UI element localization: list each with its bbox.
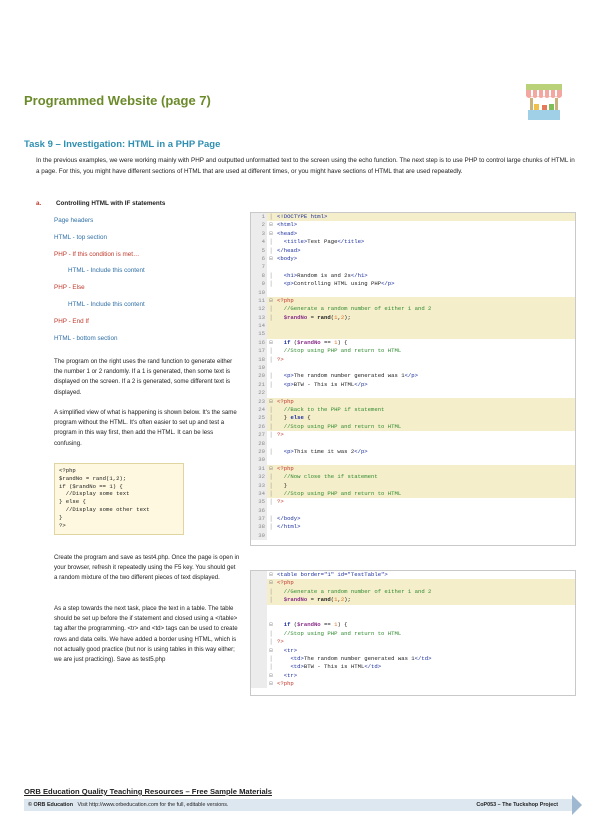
code-line (251, 431, 575, 439)
footer-left (28, 799, 228, 811)
line-number: 2 (251, 221, 267, 229)
footer-arrow-icon (572, 795, 582, 815)
fold-marker-icon (267, 532, 275, 540)
code-text: if ($randNo == 1) { (283, 338, 348, 346)
code-text: <tr> (283, 671, 298, 679)
line-number: 12 (251, 305, 267, 313)
code-text (275, 605, 575, 613)
line-number (251, 621, 267, 629)
page-title: Programmed Website (page 7) (24, 93, 211, 108)
line-number: 24 (251, 406, 267, 414)
outline-item: HTML - bottom section (54, 334, 118, 342)
code-text: </html> (277, 523, 301, 531)
line-number: 3 (251, 230, 267, 238)
line-number: 39 (251, 532, 267, 540)
fold-marker-icon: │ (269, 523, 273, 531)
code-line (251, 498, 575, 506)
code-text: <?php (277, 464, 294, 472)
fold-marker-icon: ⊟ (269, 229, 273, 237)
fold-marker-icon (267, 389, 275, 397)
outline-item: HTML - Include this content (68, 267, 145, 275)
fold-marker-icon: │ (269, 238, 273, 246)
code-line (251, 672, 575, 680)
line-number (251, 680, 267, 688)
line-number: 16 (251, 339, 267, 347)
code-text: //Stop using PHP and return to HTML (277, 422, 402, 430)
line-number: 36 (251, 507, 267, 515)
code-line (251, 230, 575, 238)
code-text: <html> (277, 221, 298, 229)
code-line (251, 571, 575, 579)
fold-marker-icon: ⊟ (269, 296, 273, 304)
code-line (251, 596, 575, 604)
fold-marker-icon: ⊟ (269, 680, 273, 688)
fold-marker-icon: │ (269, 305, 273, 313)
line-number: 21 (251, 381, 267, 389)
line-number: 33 (251, 482, 267, 490)
fold-marker-icon: │ (269, 596, 273, 604)
paragraph-test5: As a step towards the next task, place the text in a table. The table should be set up before the if statement and closed using a </table> tag after the programming. <tr> and <td> tags can be used to create rows and data cells. We have added a border using HTML, which is not actually good practice (but nor is using tables in this way either; we are just practicing). Save as test5.php (54, 605, 238, 664)
code-line (251, 414, 575, 422)
fold-marker-icon: ⊟ (269, 646, 273, 654)
line-number: 6 (251, 255, 267, 263)
code-text (275, 322, 575, 330)
outline-item: HTML - Include this content (68, 300, 145, 308)
line-number: 29 (251, 448, 267, 456)
fold-marker-icon: │ (269, 629, 273, 637)
line-number: 25 (251, 414, 267, 422)
code-line (251, 579, 575, 587)
code-text: $randNo = rand(1,2); (283, 596, 351, 604)
fold-marker-icon (267, 605, 275, 613)
code-line (251, 339, 575, 347)
line-number: 30 (251, 456, 267, 464)
code-text: ?> (277, 638, 284, 646)
code-text: <!DOCTYPE html> (277, 213, 328, 220)
code-text: <tr> (283, 646, 298, 654)
code-text: //Generate a random number of either 1 and 2 (277, 305, 432, 313)
line-number: 18 (251, 356, 267, 364)
paragraph-rand: The program on the right uses the rand function to generate either the number 1 or 2 randomly. If a 1 is generated, then some text is displayed on the screen. If a 2 is generated, some different text is displayed. (54, 358, 233, 396)
code-text: <?php (277, 397, 294, 405)
fold-marker-icon: │ (269, 498, 273, 506)
fold-marker-icon (267, 322, 275, 330)
code-line (251, 356, 575, 364)
code-text (275, 613, 575, 621)
code-text (275, 364, 575, 372)
code-line (251, 515, 575, 523)
fold-marker-icon: │ (269, 347, 273, 355)
code-line (251, 490, 575, 498)
program-outline (54, 216, 145, 350)
code-line (251, 289, 575, 297)
line-number (251, 647, 267, 655)
code-text: <head> (277, 229, 298, 237)
code-line (251, 238, 575, 246)
line-number: 32 (251, 473, 267, 481)
line-number: 14 (251, 322, 267, 330)
paragraph-simplified: A simplified view of what is happening is shown below. It's the same program without the HTML. It's often easier to set up and test a program in this way first, then add the HTML. It can be less confusing. (54, 409, 237, 447)
code-text: //Back to the PHP if statement (277, 405, 385, 413)
code-text: <p>This time it was 2</p> (283, 447, 368, 455)
outline-item: Page headers (54, 217, 94, 224)
code-line (251, 213, 575, 221)
fold-marker-icon: ⊟ (269, 671, 273, 679)
fold-marker-icon (267, 364, 275, 372)
code-editor-test5 (250, 570, 576, 696)
line-number: 4 (251, 238, 267, 246)
code-line (251, 448, 575, 456)
fold-marker-icon (267, 507, 275, 515)
fold-marker-icon: │ (269, 489, 273, 497)
fold-marker-icon: │ (269, 431, 273, 439)
fold-marker-icon: │ (269, 414, 273, 422)
fold-marker-icon: │ (269, 380, 273, 388)
line-number (251, 588, 267, 596)
code-text: } else { (277, 414, 311, 422)
line-number (251, 613, 267, 621)
code-line (251, 647, 575, 655)
code-text: //Stop using PHP and return to HTML (277, 347, 402, 355)
code-line (251, 406, 575, 414)
fold-marker-icon: │ (269, 246, 273, 254)
fold-marker-icon: │ (269, 213, 273, 220)
code-text (275, 330, 575, 338)
code-text: ?> (277, 498, 284, 506)
fold-marker-icon (267, 330, 275, 338)
line-number (251, 663, 267, 671)
line-number (251, 655, 267, 663)
footer-brand: © ORB Education (28, 802, 74, 808)
line-number: 11 (251, 297, 267, 305)
code-line (251, 440, 575, 448)
code-text: //Stop using PHP and return to HTML (277, 489, 402, 497)
fold-marker-icon: │ (269, 481, 273, 489)
outline-item: PHP - End If (54, 317, 89, 325)
fold-marker-icon (267, 440, 275, 448)
code-text: <title>Test Page</title> (283, 238, 365, 246)
code-line (251, 314, 575, 322)
fold-marker-icon (267, 456, 275, 464)
fold-marker-icon: │ (269, 654, 273, 662)
code-text (275, 440, 575, 448)
line-number: 15 (251, 330, 267, 338)
fold-marker-icon: │ (269, 515, 273, 523)
fold-marker-icon: ⊟ (269, 397, 273, 405)
fold-marker-icon: │ (269, 271, 273, 279)
fold-marker-icon: ⊟ (269, 254, 273, 262)
code-line (251, 613, 575, 621)
line-number: 9 (251, 280, 267, 288)
line-number: 20 (251, 372, 267, 380)
section-heading (36, 200, 165, 207)
code-text (275, 507, 575, 515)
code-line (251, 221, 575, 229)
fold-marker-icon: ⊟ (269, 579, 273, 587)
fold-marker-icon: │ (269, 587, 273, 595)
code-line (251, 482, 575, 490)
code-text: <?php (277, 680, 294, 688)
code-text: //Now close the if statement (277, 473, 378, 481)
code-text: <body> (277, 254, 298, 262)
fold-marker-icon: │ (269, 447, 273, 455)
code-line (251, 507, 575, 515)
code-text: <?php (277, 579, 294, 587)
fold-marker-icon (267, 263, 275, 271)
code-text: ?> (277, 431, 284, 439)
code-text: //Stop using PHP and return to HTML (277, 629, 402, 637)
section-number: a. (36, 200, 42, 207)
code-text: <p>The random number generated was 1</p> (283, 372, 419, 380)
code-text: if ($randNo == 1) { (283, 621, 348, 629)
fold-marker-icon: ⊟ (269, 338, 273, 346)
line-number (251, 579, 267, 587)
section-label: Controlling HTML with IF statements (56, 200, 166, 207)
line-number (251, 605, 267, 613)
line-number: 28 (251, 440, 267, 448)
line-number: 5 (251, 247, 267, 255)
fold-marker-icon: ⊟ (269, 571, 273, 578)
line-number (251, 638, 267, 646)
code-text (275, 532, 575, 540)
code-line (251, 272, 575, 280)
fold-marker-icon: ⊟ (269, 464, 273, 472)
code-line (251, 347, 575, 355)
code-text: </body> (277, 515, 301, 523)
line-number: 13 (251, 314, 267, 322)
code-line (251, 305, 575, 313)
simplified-code-box: <?php $randNo = rand(1,2); if ($randNo == 1) { //Display some text } else { //Display some other text } ?> (54, 463, 184, 535)
line-number: 7 (251, 263, 267, 271)
line-number (251, 672, 267, 680)
code-line (251, 280, 575, 288)
code-line (251, 680, 575, 688)
code-line (251, 663, 575, 671)
line-number: 27 (251, 431, 267, 439)
code-text: <td>The random number generated was 1</td> (290, 654, 432, 662)
fold-marker-icon (267, 289, 275, 297)
task-heading: Task 9 – Investigation: HTML in a PHP Page (24, 139, 221, 150)
fold-marker-icon: │ (269, 422, 273, 430)
code-line (251, 423, 575, 431)
fold-marker-icon: │ (269, 372, 273, 380)
outline-item: HTML - top section (54, 233, 107, 241)
outline-item: PHP - If this condition is met… (54, 250, 140, 258)
code-line (251, 465, 575, 473)
code-line (251, 322, 575, 330)
footer-title: ORB Education Quality Teaching Resources – Free Sample Materials (24, 787, 272, 796)
code-line (251, 473, 575, 481)
code-line (251, 389, 575, 397)
code-text (275, 263, 575, 271)
code-text: ?> (277, 355, 284, 363)
outline-item: PHP - Else (54, 284, 85, 292)
line-number (251, 571, 267, 579)
code-line (251, 398, 575, 406)
code-editor-test4 (250, 212, 576, 546)
footer-bar (24, 799, 572, 811)
code-line (251, 297, 575, 305)
code-text: <h1>Random 1s and 2s</h1> (283, 271, 368, 279)
fold-marker-icon: ⊟ (269, 221, 273, 229)
fold-marker-icon: │ (269, 405, 273, 413)
code-line (251, 532, 575, 540)
fold-marker-icon: │ (269, 663, 273, 671)
line-number: 38 (251, 523, 267, 531)
code-text: <?php (277, 296, 294, 304)
code-line (251, 263, 575, 271)
fold-marker-icon: │ (269, 473, 273, 481)
line-number: 23 (251, 398, 267, 406)
code-text (275, 456, 575, 464)
line-number: 1 (251, 213, 267, 221)
code-line (251, 588, 575, 596)
code-text: <p>Controlling HTML using PHP</p> (283, 280, 395, 288)
fold-marker-icon: │ (269, 280, 273, 288)
footer-visit: Visit http://www.orbeducation.com for the full, editable versions. (77, 802, 229, 808)
code-line (251, 655, 575, 663)
line-number: 8 (251, 272, 267, 280)
code-line (251, 638, 575, 646)
tuckshop-icon (522, 80, 566, 124)
code-line (251, 630, 575, 638)
code-text: </head> (277, 246, 301, 254)
line-number (251, 596, 267, 604)
code-text: } (277, 481, 288, 489)
code-text: //Generate a random number of either 1 and 2 (277, 587, 432, 595)
intro-paragraph: In the previous examples, we were working mainly with PHP and outputted unformatted text to the screen using the echo function. The next step is to use PHP to control large chunks of HTML in a page. For this, you might have different sections of HTML that are used at different times, or you might have sections of HTML that are used repeatedly. (36, 157, 575, 175)
fold-marker-icon: ⊟ (269, 621, 273, 629)
footer-project: CoP053 – The Tuckshop Project (476, 802, 558, 808)
code-text: <p>BTW - This is HTML</p> (283, 380, 368, 388)
line-number: 19 (251, 364, 267, 372)
code-text: <table border="1" id="TestTable"> (277, 571, 388, 578)
line-number: 17 (251, 347, 267, 355)
code-line (251, 605, 575, 613)
line-number: 37 (251, 515, 267, 523)
code-line (251, 523, 575, 531)
code-text: <td>BTW - This is HTML</td> (290, 663, 382, 671)
paragraph-test4: Create the program and save as test4.php. Once the page is open in your browser, refresh it repeatedly using the F5 key. You should get a random mixture of the two different pieces of text displayed. (54, 554, 240, 582)
line-number: 22 (251, 389, 267, 397)
code-line (251, 330, 575, 338)
code-text: $randNo = rand(1,2); (283, 313, 351, 321)
line-number: 31 (251, 465, 267, 473)
fold-marker-icon: │ (269, 355, 273, 363)
line-number: 34 (251, 490, 267, 498)
code-line (251, 364, 575, 372)
fold-marker-icon (267, 613, 275, 621)
code-line (251, 456, 575, 464)
code-text (275, 389, 575, 397)
code-line (251, 381, 575, 389)
line-number: 26 (251, 423, 267, 431)
line-number (251, 630, 267, 638)
code-line (251, 621, 575, 629)
line-number: 10 (251, 289, 267, 297)
fold-marker-icon: │ (269, 638, 273, 646)
code-line (251, 255, 575, 263)
fold-marker-icon: │ (269, 313, 273, 321)
code-line (251, 372, 575, 380)
code-line (251, 247, 575, 255)
line-number: 35 (251, 498, 267, 506)
code-text (275, 289, 575, 297)
